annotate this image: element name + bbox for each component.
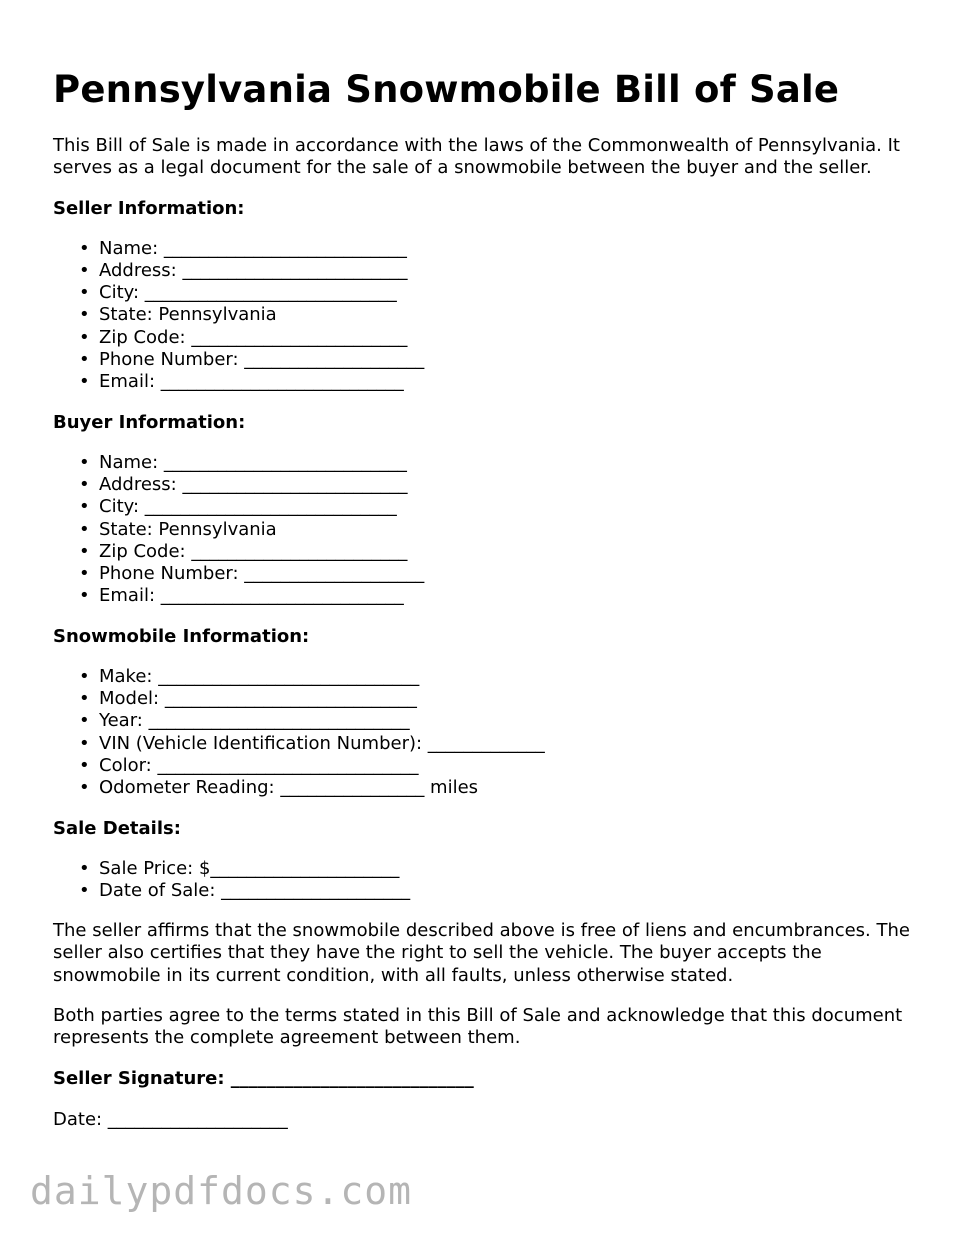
list-item-text: Model: ____________________________ [99, 688, 417, 710]
seller-city-item [79, 282, 923, 304]
seller-heading: Seller Information: [53, 197, 245, 219]
snowmobile-heading: Snowmobile Information: [53, 625, 310, 647]
bullet-icon: • [79, 879, 90, 901]
seller-name-item [79, 237, 923, 260]
list-item-text: Make: _____________________________ [99, 665, 420, 687]
list-item-text: City: ____________________________ [99, 496, 397, 518]
watermark-text: dailypdfdocs.com [30, 1169, 413, 1213]
snowmobile-color-item [79, 754, 923, 777]
buyer-state-item [79, 518, 923, 541]
list-item-text: State: Pennsylvania [99, 518, 277, 540]
list-item-text: Odometer Reading: ________________ miles [99, 777, 479, 799]
bullet-icon: • [79, 349, 90, 371]
bullet-icon: • [79, 665, 90, 687]
buyer-heading: Buyer Information: [53, 411, 246, 433]
snowmobile-model-item [79, 688, 923, 710]
bullet-icon: • [79, 732, 90, 754]
list-item-text: Address: _________________________ [99, 473, 408, 495]
list-item-text: Phone Number: ____________________ [99, 349, 425, 371]
bullet-icon: • [79, 259, 90, 281]
list-item-text: State: Pennsylvania [99, 304, 277, 326]
buyer-phone-item [79, 563, 923, 585]
list-item-text: Date of Sale: _____________________ [99, 879, 411, 901]
seller-signature-line: Seller Signature: ___________________________ [53, 1067, 474, 1089]
buyer-zip-item [79, 540, 923, 563]
bullet-icon: • [79, 237, 90, 259]
list-item-text: Year: _____________________________ [99, 710, 410, 732]
buyer-city-item [79, 496, 923, 518]
sale-price-item [79, 857, 923, 880]
list-item-text: City: ____________________________ [99, 282, 397, 304]
agreement-paragraph: Both parties agree to the terms stated in this Bill of Sale and acknowledge that this document represents the complete agreement between them. [53, 1005, 903, 1049]
bullet-icon: • [79, 777, 90, 799]
sale-heading: Sale Details: [53, 817, 181, 839]
list-item-text: Color: _____________________________ [99, 754, 419, 776]
list-item-text: Name: ___________________________ [99, 451, 407, 473]
list-item-text: Zip Code: ________________________ [99, 540, 408, 562]
sale-list [53, 858, 923, 903]
bullet-icon: • [79, 282, 90, 304]
bullet-icon: • [79, 585, 90, 607]
snowmobile-list [53, 666, 923, 800]
intro-paragraph: This Bill of Sale is made in accordance with the laws of the Commonwealth of Pennsylvania. It serves as a legal document for the sale of a snowmobile between the buyer and the seller. [53, 135, 900, 179]
list-item-text: Phone Number: ____________________ [99, 563, 425, 585]
seller-state-item [79, 304, 923, 326]
list-item-text: Name: ___________________________ [99, 237, 407, 259]
seller-address-item [79, 259, 923, 282]
seller-email-item [79, 371, 923, 393]
snowmobile-vin-item [79, 732, 923, 755]
list-item-text: Sale Price: $_____________________ [99, 857, 400, 879]
bullet-icon: • [79, 688, 90, 710]
document-title: Pennsylvania Snowmobile Bill of Sale [53, 68, 840, 111]
buyer-name-item [79, 451, 923, 474]
date-line: Date: ____________________ [53, 1108, 288, 1130]
bullet-icon: • [79, 304, 90, 326]
bullet-icon: • [79, 473, 90, 495]
snowmobile-year-item [79, 710, 923, 732]
list-item-text: Email: ___________________________ [99, 371, 404, 393]
bullet-icon: • [79, 518, 90, 540]
snowmobile-odometer-item [79, 777, 923, 799]
list-item-text: Address: _________________________ [99, 259, 408, 281]
bullet-icon: • [79, 540, 90, 562]
document-page [53, 66, 923, 1131]
seller-phone-item [79, 349, 923, 371]
list-item-text: Email: ___________________________ [99, 585, 404, 607]
buyer-email-item [79, 585, 923, 607]
bullet-icon: • [79, 371, 90, 393]
affirmation-paragraph: The seller affirms that the snowmobile described above is free of liens and encumbrances. The seller also certifies that they have the right to sell the vehicle. The buyer accepts the snowmobile in its current condition, with all faults, unless otherwise stated. [53, 920, 910, 986]
seller-list [53, 238, 923, 394]
bullet-icon: • [79, 710, 90, 732]
sale-date-item [79, 879, 923, 902]
bullet-icon: • [79, 754, 90, 776]
list-item-text: Zip Code: ________________________ [99, 326, 408, 348]
snowmobile-make-item [79, 665, 923, 688]
bullet-icon: • [79, 563, 90, 585]
bullet-icon: • [79, 857, 90, 879]
bullet-icon: • [79, 496, 90, 518]
bullet-icon: • [79, 326, 90, 348]
seller-zip-item [79, 326, 923, 349]
buyer-list [53, 452, 923, 608]
list-item-text: VIN (Vehicle Identification Number): _____________ [99, 732, 545, 754]
bullet-icon: • [79, 451, 90, 473]
buyer-address-item [79, 473, 923, 496]
